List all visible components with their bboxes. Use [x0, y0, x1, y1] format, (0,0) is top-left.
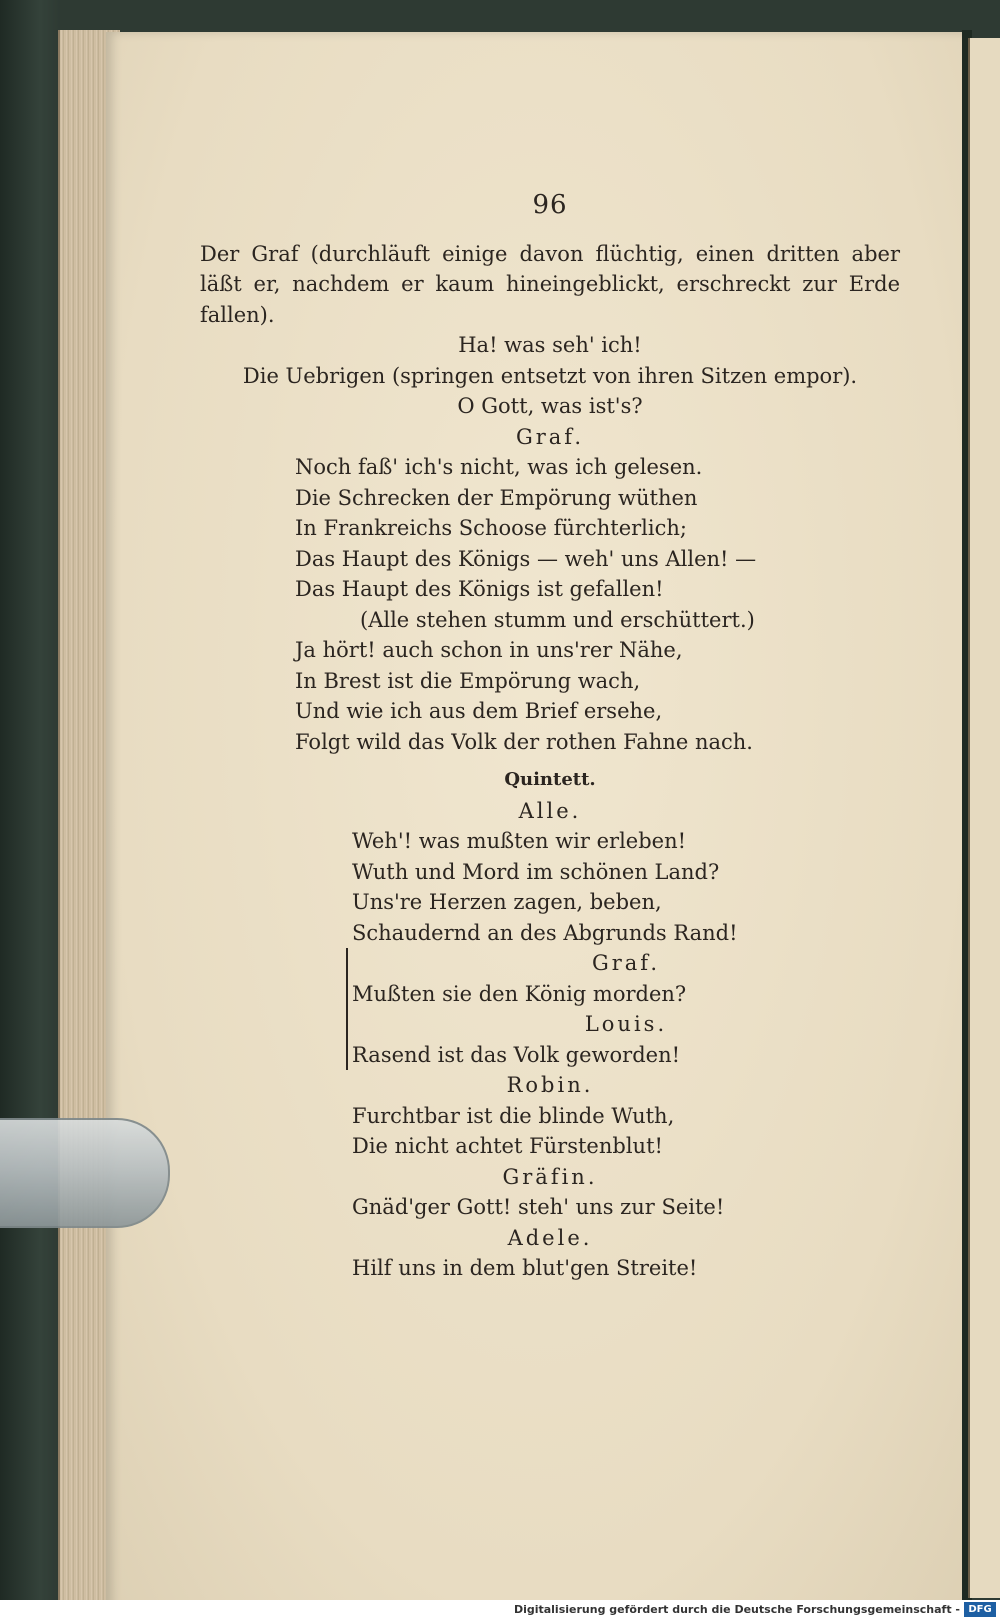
speaker-name: Louis.: [584, 1012, 668, 1036]
dfg-logo: DFG: [964, 1602, 996, 1617]
funding-notice: Digitalisierung gefördert durch die Deutsche Forschungsgemeinschaft -: [513, 1603, 960, 1616]
verse-line: Uns're Herzen zagen, beben,: [352, 890, 662, 914]
verse-line: Noch faß' ich's nicht, was ich gelesen.: [295, 455, 703, 479]
verse-line: Das Haupt des Königs ist gefallen!: [295, 577, 664, 601]
verse-line: Folgt wild das Volk der rothen Fahne nach.: [295, 729, 753, 754]
verse-line: Ja hört! auch schon in uns'rer Nähe,: [295, 638, 683, 662]
speaker-name: Graf.: [515, 424, 585, 449]
stage-direction-line: Der Graf (durchläuft einige davon flüchtig, einen dritten aber: [200, 241, 900, 266]
page-number: 96: [532, 190, 568, 220]
dialogue-line: O Gott, was ist's?: [457, 394, 643, 418]
simultaneous-lines-bracket: [346, 948, 900, 1070]
section-heading: Quintett.: [504, 769, 596, 790]
dialogue-line: Ha! was seh' ich!: [458, 333, 642, 357]
verse-line: Und wie ich aus dem Brief ersehe,: [295, 699, 663, 723]
speaker-name: Robin.: [506, 1073, 594, 1097]
speaker-name: Adele.: [507, 1225, 593, 1250]
verse-line: Schaudernd an des Abgrunds Rand!: [352, 920, 738, 945]
stage-direction-line: (Alle stehen stumm und erschüttert.): [360, 607, 755, 632]
verse-line: In Brest ist die Empörung wach,: [295, 668, 641, 693]
verse-line: Das Haupt des Königs — weh' uns Allen! —: [295, 546, 757, 571]
stage-direction-line: Die Uebrigen (springen entsetzt von ihren Sitzen empor).: [242, 363, 858, 388]
facing-page-edge: [968, 38, 1000, 1598]
verse-line: Rasend ist das Volk geworden!: [352, 1042, 681, 1067]
page-text: [200, 190, 900, 1284]
verse-line: Die nicht achtet Fürstenblut!: [352, 1134, 663, 1158]
verse-line: Mußten sie den König morden?: [352, 981, 687, 1006]
verse-line: Wuth und Mord im schönen Land?: [352, 859, 720, 884]
speaker-name: Alle.: [518, 798, 582, 823]
verse-line: In Frankreichs Schoose fürchterlich;: [295, 516, 687, 540]
verse-line: Furchtbar ist die blinde Wuth,: [352, 1103, 675, 1128]
verse-line: Die Schrecken der Empörung wüthen: [295, 485, 698, 510]
stage-direction-line: läßt er, nachdem er kaum hineingeblickt, erschreckt zur Erde fallen).: [200, 272, 900, 327]
speaker-name: Graf.: [591, 951, 661, 975]
page-holder-clip: [0, 1118, 170, 1228]
verse-line: Weh'! was mußten wir erleben!: [352, 829, 687, 853]
speaker-name: Gräfin.: [502, 1164, 598, 1189]
verse-line: Hilf uns in dem blut'gen Streite!: [352, 1256, 698, 1280]
verse-line: Gnäd'ger Gott! steh' uns zur Seite!: [352, 1195, 725, 1219]
